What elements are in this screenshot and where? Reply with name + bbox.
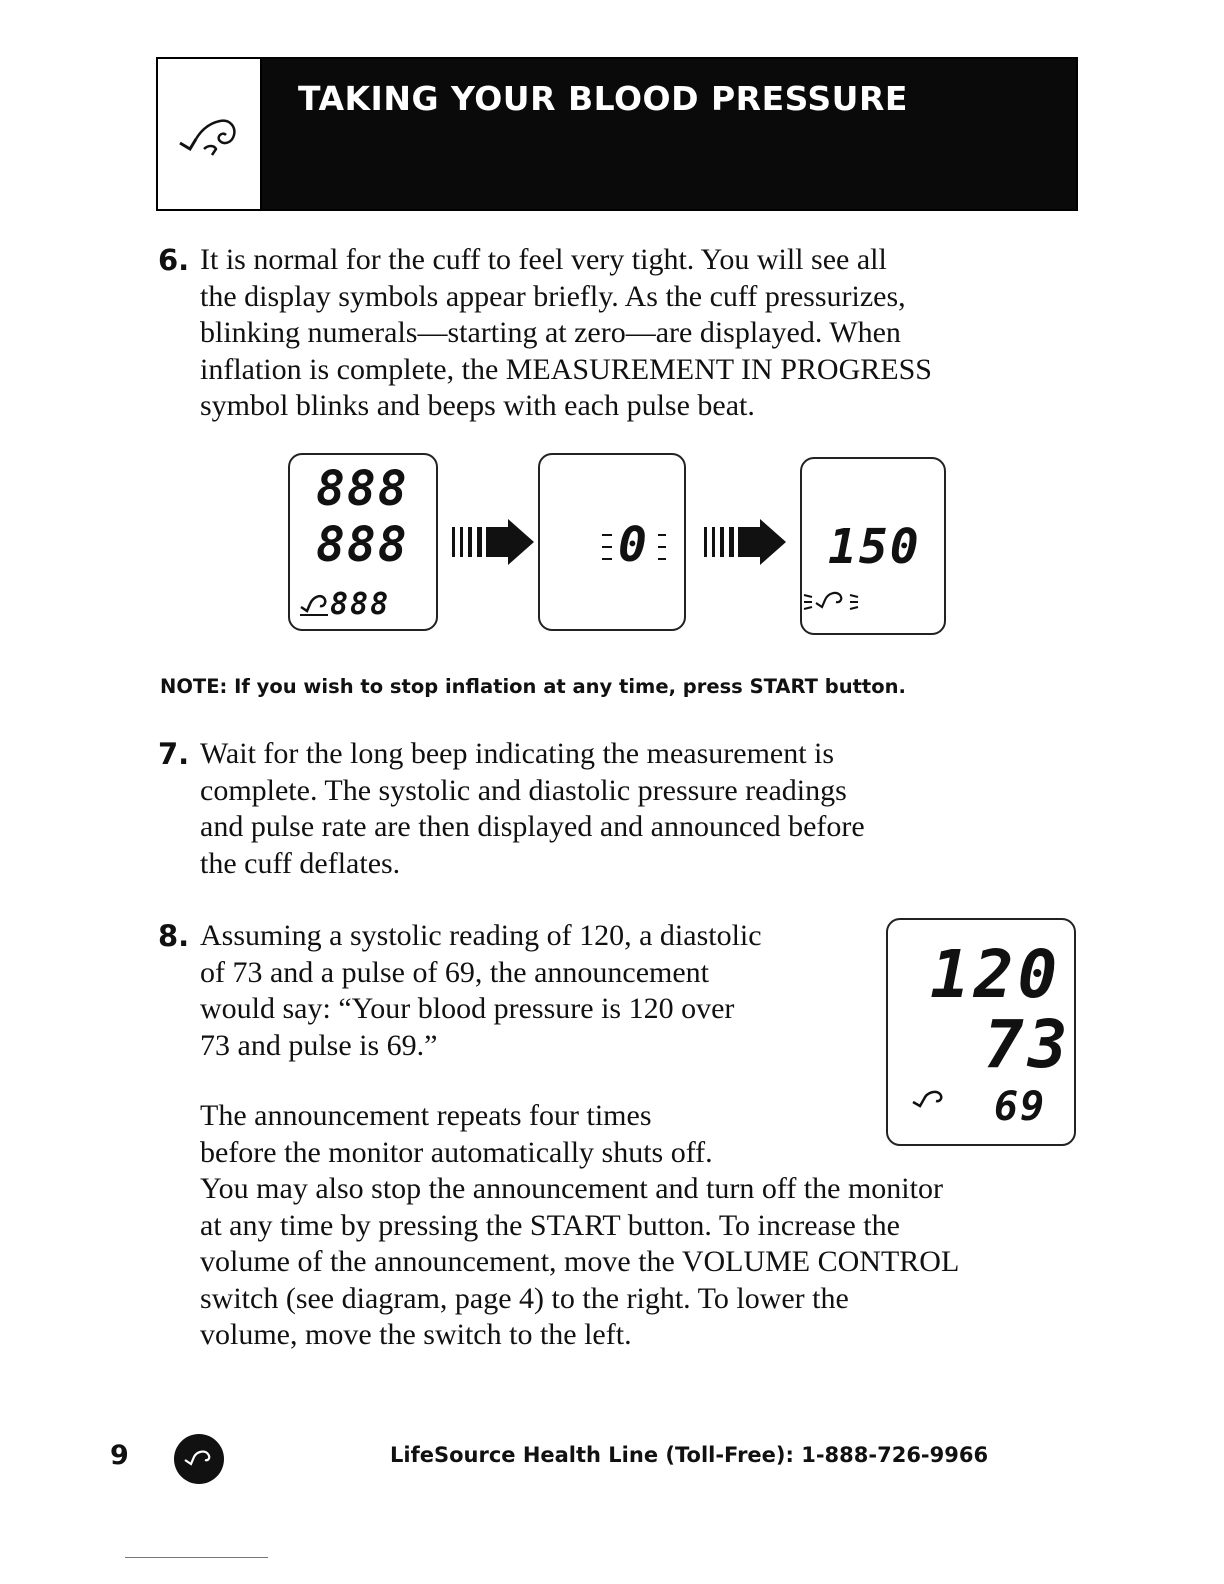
lcd-row-systolic: 888 [316,461,409,517]
heart-pulse-icon [298,589,330,619]
lcd-display-all-symbols [288,453,438,631]
measurement-in-progress-icon [800,587,870,617]
footer-logo [174,1434,224,1484]
text-line: blinking numerals—starting at zero—are displayed. When [200,316,901,349]
lcd-systolic-value: 120 [930,936,1062,1013]
text-line: volume, move the switch to the left. [200,1318,632,1351]
text-line: volume of the announcement, move the VOLUME CONTROL [200,1245,960,1278]
text-line: It is normal for the cuff to feel very tight. You will see all [200,243,887,276]
text-line: the display symbols appear briefly. As the cuff pressurizes, [200,279,906,313]
step-8-number: 8. [158,919,190,953]
health-line-text: LifeSource Health Line (Toll-Free): 1-888-726-9966 [390,1443,989,1467]
text-line: switch (see diagram, page 4) to the right. To lower the [200,1281,849,1315]
text-line: before the monitor automatically shuts off. [200,1135,713,1169]
text-line: at any time by pressing the START button. To increase the [200,1208,900,1242]
text-line: complete. The systolic and diastolic pressure readings [200,773,847,807]
divider [125,1557,268,1558]
lcd-row-pulse: 888 [330,587,391,622]
note-text: NOTE: If you wish to stop inflation at any time, press START button. [160,675,906,698]
text-line: the cuff deflates. [200,846,401,880]
page-title: TAKING YOUR BLOOD PRESSURE [298,79,908,118]
text-line: would say: “Your blood pressure is 120 over [200,992,735,1025]
section-header [156,57,1078,211]
text-line: Wait for the long beep indicating the measurement is [200,737,835,770]
page-number: 9 [110,1440,129,1471]
lcd-diastolic-value: 73 [984,1006,1072,1083]
arrow-right-icon [452,517,536,567]
step-8-repeat-text [200,1098,713,1171]
text-line: The announcement repeats four times [200,1099,652,1132]
text-line: 73 and pulse is 69.” [200,1028,438,1062]
lcd-row-diastolic: 888 [316,517,409,573]
step-6-number: 6. [158,243,190,277]
lcd-value-zero: 0 [618,517,649,573]
text-line: of 73 and a pulse of 69, the announcement [200,955,710,989]
lcd-display-zero [538,453,686,631]
text-line: and pulse rate are then displayed and announced before [200,810,865,843]
heart-pulse-icon [910,1088,950,1114]
step-7-text [200,736,865,882]
pulse-person-icon [183,1448,215,1470]
pulse-person-icon [176,105,246,165]
lcd-pulse-value: 69 [994,1084,1047,1130]
text-line: Assuming a systolic reading of 120, a diastolic [200,919,762,952]
lcd-value-pressure: 150 [828,519,921,575]
text-line: You may also stop the announcement and turn off the monitor [200,1172,943,1205]
step-6-text [200,242,932,425]
arrow-right-icon [704,517,788,567]
lcd-display-inflating [800,457,946,635]
text-line: symbol blinks and beeps with each pulse beat. [200,389,755,422]
blink-marks-icon [600,523,680,573]
step-7-number: 7. [158,737,190,771]
step-8-volume-text [200,1171,959,1354]
step-8-text [200,918,762,1064]
header-icon-box [158,59,262,209]
text-line: inflation is complete, the MEASUREMENT IN PROGRESS [200,352,932,386]
lcd-display-result [886,918,1076,1146]
